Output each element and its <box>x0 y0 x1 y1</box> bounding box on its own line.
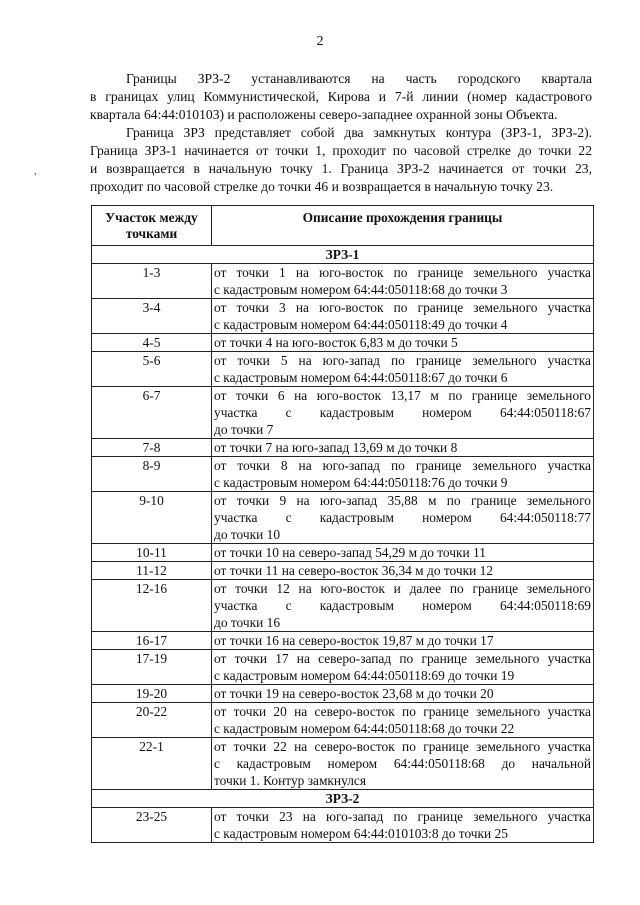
description-cell <box>212 264 594 299</box>
description-cell <box>212 439 594 457</box>
description-cell <box>212 685 594 703</box>
table-row <box>92 562 594 580</box>
description-line: с кадастровым номером 64:44:050118:68 до точки 3 <box>214 282 508 297</box>
table-row <box>92 703 594 738</box>
description-line: с кадастровым номером 64:44:010103:8 до точки 25 <box>214 826 508 841</box>
description-cell <box>212 352 594 387</box>
segment-cell: 6-7 <box>92 387 212 439</box>
description-line: от точки 4 на юго-восток 6,83 м до точки 5 <box>214 335 458 350</box>
description-cell <box>212 738 594 790</box>
description-line: от точки 1 на юго-восток по границе земельного участка <box>214 265 591 280</box>
description-line: от точки 19 на северо-восток 23,68 м до точки 20 <box>214 686 494 701</box>
table-row <box>92 738 594 790</box>
section-title: ЗРЗ-2 <box>92 790 594 808</box>
table-body <box>92 246 594 843</box>
segment-cell: 12-16 <box>92 580 212 632</box>
description-line: от точки 11 на северо-восток 36,34 м до точки 12 <box>214 563 494 578</box>
description-line: с кадастровым номером 64:44:050118:76 до точки 9 <box>214 475 508 490</box>
intro-paragraph-2 <box>90 124 592 196</box>
segment-cell: 19-20 <box>92 685 212 703</box>
description-line: от точки 20 на северо-восток по границе земельного участка <box>214 704 591 719</box>
description-line: участка с кадастровым номером 64:44:050118:69 <box>214 598 591 613</box>
description-line: участка с кадастровым номером 64:44:050118:67 <box>214 405 591 420</box>
segment-cell: 3-4 <box>92 299 212 334</box>
description-cell <box>212 544 594 562</box>
description-line: от точки 5 на юго-запад по границе земельного участка <box>214 353 591 368</box>
table-row <box>92 580 594 632</box>
description-cell <box>212 703 594 738</box>
description-line: от точки 7 на юго-запад 13,69 м до точки 8 <box>214 440 458 455</box>
segment-cell: 11-12 <box>92 562 212 580</box>
segment-cell: 4-5 <box>92 334 212 352</box>
table-row <box>92 334 594 352</box>
table-header-row <box>92 206 594 246</box>
description-line: от точки 8 на юго-запад по границе земельного участка <box>214 458 591 473</box>
section-row <box>92 790 594 808</box>
description-cell <box>212 334 594 352</box>
description-line: до точки 16 <box>214 615 281 630</box>
description-line: от точки 6 на юго-восток 13,17 м по границе земельного <box>214 388 591 403</box>
segment-cell: 5-6 <box>92 352 212 387</box>
segment-cell: 17-19 <box>92 650 212 685</box>
description-cell <box>212 562 594 580</box>
description-line: с кадастровым номером 64:44:050118:68 до точки 22 <box>214 721 515 736</box>
margin-mark: , <box>34 166 37 177</box>
description-line: от точки 3 на юго-восток по границе земельного участка <box>214 300 591 315</box>
description-line: от точки 12 на юго-восток и далее по границе земельного <box>214 581 591 596</box>
description-line: до точки 7 <box>214 422 274 437</box>
description-line: с кадастровым номером 64:44:050118:49 до точки 4 <box>214 317 508 332</box>
table-row <box>92 544 594 562</box>
segment-cell: 22-1 <box>92 738 212 790</box>
description-line: участка с кадастровым номером 64:44:050118:77 <box>214 510 591 525</box>
description-line: от точки 10 на северо-запад 54,29 м до точки 11 <box>214 545 486 560</box>
segment-cell: 1-3 <box>92 264 212 299</box>
intro-line: Граница ЗРЗ-1 начинается от точки 1, проходит по часовой стрелке до точки 22 <box>90 143 592 158</box>
intro-line: в границах улиц Коммунистической, Кирова и 7-й линии (номер кадастрового <box>90 89 592 104</box>
header-segment <box>92 206 212 246</box>
intro-line: и возвращается в начальную точку 1. Граница ЗРЗ-2 начинается от точки 23, <box>90 161 592 176</box>
header-segment-label: Участок между точками <box>105 210 198 241</box>
segment-cell: 8-9 <box>92 457 212 492</box>
description-line: с кадастровым номером 64:44:050118:69 до точки 19 <box>214 668 515 683</box>
description-line: от точки 16 на северо-восток 19,87 м до точки 17 <box>214 633 494 648</box>
table-row <box>92 439 594 457</box>
description-line: от точки 9 на юго-запад 35,88 м по границе земельного <box>214 493 591 508</box>
intro-line: Границы ЗРЗ-2 устанавливаются на часть городского квартала <box>126 71 592 86</box>
boundary-table <box>91 205 594 843</box>
description-cell <box>212 457 594 492</box>
description-cell <box>212 808 594 843</box>
section-row <box>92 246 594 264</box>
description-line: с кадастровым номером 64:44:050118:68 до начальной <box>214 756 591 771</box>
table-row <box>92 264 594 299</box>
description-cell <box>212 650 594 685</box>
description-line: с кадастровым номером 64:44:050118:67 до точки 6 <box>214 370 508 385</box>
intro-line: Граница ЗРЗ представляет собой два замкнутых контура (ЗРЗ-1, ЗРЗ-2). <box>126 125 592 140</box>
description-line: от точки 22 на северо-восток по границе земельного участка <box>214 739 591 754</box>
description-line: от точки 17 на северо-запад по границе земельного участка <box>214 651 591 666</box>
page-number: 2 <box>316 34 324 49</box>
description-cell <box>212 580 594 632</box>
intro-line: проходит по часовой стрелке до точки 46 и возвращается в начальную точку 23. <box>90 179 554 194</box>
intro-line: квартала 64:44:010103) и расположены северо-западнее охранной зоны Объекта. <box>90 107 558 122</box>
segment-cell: 9-10 <box>92 492 212 544</box>
table-row <box>92 632 594 650</box>
intro-paragraph-1 <box>90 70 592 124</box>
table-row <box>92 650 594 685</box>
description-line: до точки 10 <box>214 527 281 542</box>
segment-cell: 16-17 <box>92 632 212 650</box>
description-line: от точки 23 на юго-запад по границе земельного участка <box>214 809 591 824</box>
description-line: точки 1. Контур замкнулся <box>214 773 366 788</box>
description-cell <box>212 492 594 544</box>
table-row <box>92 387 594 439</box>
segment-cell: 23-25 <box>92 808 212 843</box>
description-cell <box>212 299 594 334</box>
header-description <box>212 206 594 246</box>
header-description-label: Описание прохождения границы <box>302 210 503 225</box>
table-row <box>92 808 594 843</box>
table-row <box>92 685 594 703</box>
section-title: ЗРЗ-1 <box>92 246 594 264</box>
segment-cell: 10-11 <box>92 544 212 562</box>
table-row <box>92 457 594 492</box>
description-cell <box>212 387 594 439</box>
description-cell <box>212 632 594 650</box>
table-row <box>92 492 594 544</box>
table-row <box>92 299 594 334</box>
segment-cell: 7-8 <box>92 439 212 457</box>
segment-cell: 20-22 <box>92 703 212 738</box>
table-row <box>92 352 594 387</box>
